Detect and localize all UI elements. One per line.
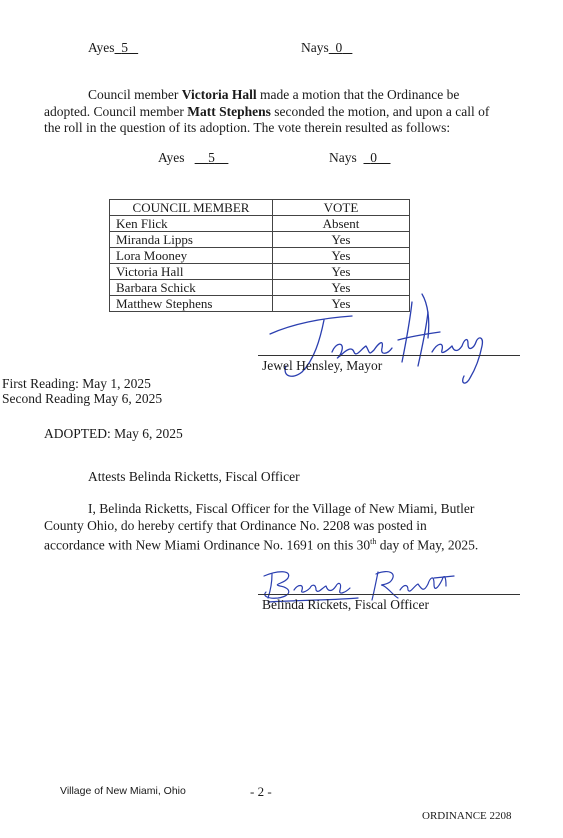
member-vote: Yes — [273, 280, 410, 296]
fiscal-signature-text: Belinda Ricketts — [258, 562, 265, 563]
first-reading: First Reading: May 1, 2025 — [2, 376, 151, 391]
member-vote: Yes — [273, 264, 410, 280]
member-name: Miranda Lipps — [110, 232, 273, 248]
adopted-date: ADOPTED: May 6, 2025 — [44, 426, 183, 441]
column-header-vote: VOTE — [273, 200, 410, 216]
mayor-caption: Jewel Hensley, Mayor — [262, 358, 383, 373]
vote-tally-ayes-2: Ayes 5 — [158, 150, 215, 165]
ayes-value: 5 — [121, 40, 129, 55]
table-row — [110, 232, 410, 248]
member-vote: Absent — [273, 216, 410, 232]
column-header-member: COUNCIL MEMBER — [110, 200, 273, 216]
member-vote: Yes — [273, 232, 410, 248]
footer-village: Village of New Miami, Ohio — [60, 785, 186, 797]
motion-paragraph: Council member Victoria Hall made a motion that the Ordinance be adopted. Council member Matt Stephens seconded the motion, and upon a call of the roll in the question of its adoption. The vote therein resulted as follows: — [44, 87, 490, 135]
vote-tally-nays — [301, 40, 352, 56]
footer-ordinance: ORDINANCE 2208 — [422, 810, 512, 822]
fiscal-signature-line — [258, 594, 520, 595]
footer-page-number: - 2 - — [250, 784, 272, 799]
table-row — [110, 216, 410, 232]
vote-tally-ayes — [88, 40, 138, 56]
vote-tally-nays-2: Nays 0 — [329, 150, 377, 165]
fiscal-caption: Belinda Rickets, Fiscal Officer — [262, 597, 429, 612]
table-header-row — [110, 200, 410, 216]
table-row — [110, 248, 410, 264]
second-reading: Second Reading May 6, 2025 — [2, 391, 163, 406]
member-name: Victoria Hall — [110, 264, 273, 280]
nays-label: Nays — [301, 40, 329, 55]
certification-paragraph: I, Belinda Ricketts, Fiscal Officer for the Village of New Miami, Butler County Ohio, do hereby certify that Ordinance No. 2208 was posted in accordance with New Miami Ordinance No. 1691 on this 30th day of May, 2025. — [44, 501, 479, 553]
seconder-name: Matt Stephens — [187, 103, 271, 119]
attest-line: Attests Belinda Ricketts, Fiscal Officer — [88, 469, 300, 484]
nays-value: 0 — [335, 40, 343, 55]
mover-name: Victoria Hall — [181, 87, 257, 102]
mayor-signature-text: Jewel Hensley — [262, 290, 268, 291]
member-vote: Yes — [273, 248, 410, 264]
mayor-signature-line — [258, 355, 520, 356]
table-row — [110, 264, 410, 280]
member-name: Lora Mooney — [110, 248, 273, 264]
member-name: Matthew Stephens — [110, 296, 273, 312]
ayes-label: Ayes — [88, 40, 115, 55]
member-vote: Yes — [273, 296, 410, 312]
member-name: Ken Flick — [110, 216, 273, 232]
member-name: Barbara Schick — [110, 280, 273, 296]
mayor-signature — [262, 290, 502, 400]
